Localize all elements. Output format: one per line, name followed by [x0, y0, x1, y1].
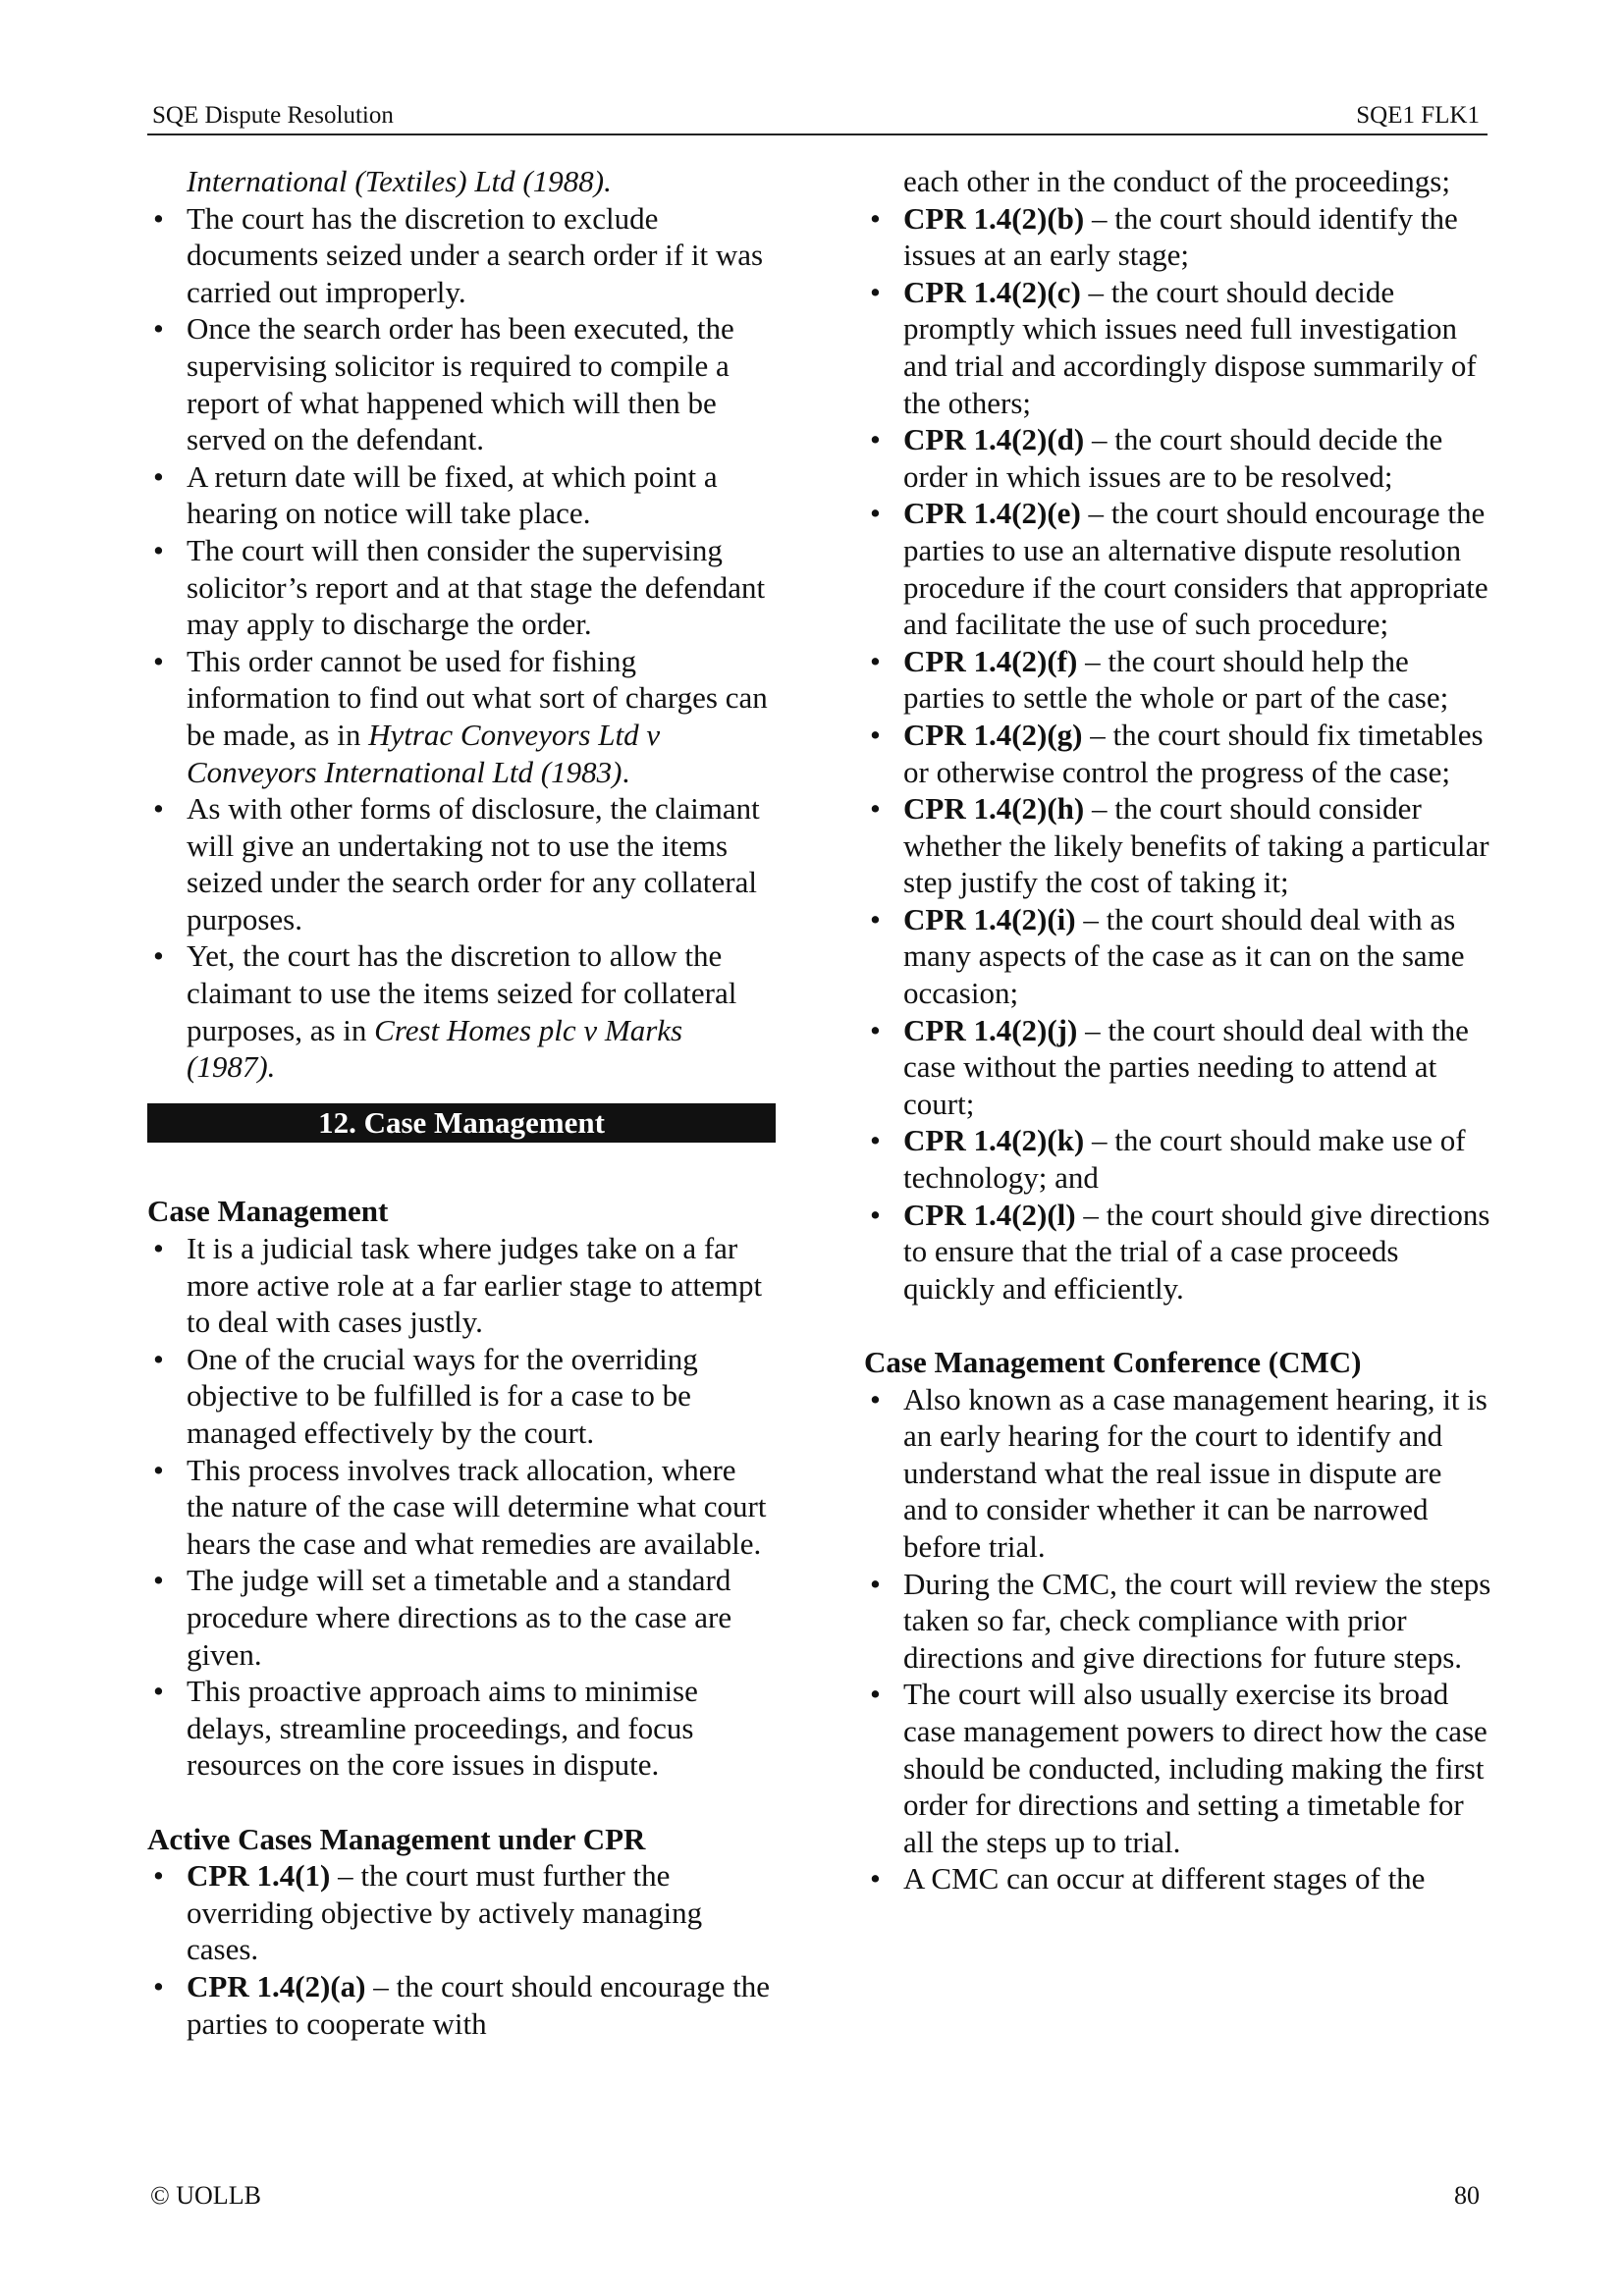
list-item: • A return date will be fixed, at which point a hearing on notice will take place. [147, 458, 776, 532]
list-item: • One of the crucial ways for the overriding objective to be fulfilled is for a case to be managed effectively by the court. [147, 1341, 776, 1452]
list-item: • CPR 1.4(2)(i) – the court should deal with as many aspects of the case as it can on the same occasion; [864, 901, 1492, 1012]
case-management-list [147, 1230, 776, 1784]
list-item: • As with other forms of disclosure, the claimant will give an undertaking not to use the items seized under the search order for any collateral purposes. [147, 790, 776, 937]
rule-ref: CPR 1.4(2)(a) [187, 1968, 366, 2003]
section-banner: 12. Case Management [147, 1103, 776, 1143]
rule-ref: CPR 1.4(2)(g) [903, 717, 1083, 752]
list-item: • This process involves track allocation, where the nature of the case will determine what court hears the case and what remedies are available. [147, 1452, 776, 1563]
cmc-list [864, 1381, 1492, 1897]
list-item: • The court will also usually exercise its broad case management powers to direct how the case should be conducted, including making the first order for directions and setting a timetable for all the steps up to trial. [864, 1676, 1492, 1860]
list-item: • The judge will set a timetable and a standard procedure where directions as to the case are given. [147, 1562, 776, 1673]
list-item: • CPR 1.4(2)(e) – the court should encourage the parties to use an alternative dispute resolution procedure if the court considers that appropriate and facilitate the use of such procedure; [864, 495, 1492, 642]
copyright: © UOLLB [150, 2181, 261, 2210]
rule-ref: CPR 1.4(2)(h) [903, 791, 1085, 827]
subheading-cmc: Case Management Conference (CMC) [864, 1345, 1362, 1379]
list-item: • This proactive approach aims to minimise delays, streamline proceedings, and focus resources on the core issues in dispute. [147, 1673, 776, 1784]
rule-ref: CPR 1.4(2)(d) [903, 422, 1085, 457]
list-item: • It is a judicial task where judges take on a far more active role at a far earlier stage to attempt to deal with cases justly. [147, 1230, 776, 1341]
list-item: • Also known as a case management hearing, it is an early hearing for the court to identify and understand what the real issue in dispute are and to consider whether it can be narrowed before trial. [864, 1381, 1492, 1566]
continuation-text: each other in the conduct of the proceedings; [903, 164, 1450, 198]
right-column [864, 163, 1492, 1897]
rule-ref: CPR 1.4(2)(b) [903, 200, 1085, 236]
header-title: SQE Dispute Resolution [152, 102, 394, 129]
rule-ref: CPR 1.4(2)(l) [903, 1197, 1076, 1232]
rule-ref: CPR 1.4(2)(j) [903, 1012, 1078, 1047]
search-order-list [147, 200, 776, 1086]
continuation-text: International (Textiles) Ltd (1988). [187, 164, 612, 198]
list-item: • CPR 1.4(2)(k) – the court should make use of technology; and [864, 1122, 1492, 1196]
case-citation: Crest Homes plc v Marks (1987). [187, 1012, 683, 1085]
case-citation: Hytrac Conveyors Ltd v Conveyors International Ltd (1983) [187, 717, 661, 789]
list-item: • A CMC can occur at different stages of the [864, 1860, 1492, 1897]
header-code: SQE1 FLK1 [1356, 102, 1480, 129]
rule-ref: CPR 1.4(2)(k) [903, 1123, 1085, 1158]
list-item: • Yet, the court has the discretion to allow the claimant to use the items seized for collateral purposes, as in Crest Homes plc v Marks (1987). [147, 937, 776, 1085]
cpr-rules-list [864, 200, 1492, 1308]
list-item: • CPR 1.4(2)(b) – the court should identify the issues at an early stage; [864, 200, 1492, 274]
page-header [147, 98, 1488, 135]
active-cases-list [147, 1857, 776, 2042]
list-item: • The court has the discretion to exclude documents seized under a search order if it was carried out improperly. [147, 200, 776, 311]
list-item: • CPR 1.4(2)(j) – the court should deal with the case without the parties needing to attend at court; [864, 1012, 1492, 1123]
rule-ref: CPR 1.4(2)(i) [903, 901, 1076, 936]
left-column [147, 163, 776, 2042]
list-item: • CPR 1.4(2)(c) – the court should decide promptly which issues need full investigation and trial and accordingly dispose summarily of the others; [864, 274, 1492, 421]
rule-ref: CPR 1.4(2)(f) [903, 643, 1078, 678]
list-item: • Once the search order has been executed, the supervising solicitor is required to compile a report of what happened which will then be served on the defendant. [147, 310, 776, 457]
rule-ref: CPR 1.4(1) [187, 1858, 331, 1894]
list-item: • CPR 1.4(1) – the court must further the overriding objective by actively managing cases. [147, 1857, 776, 1968]
list-item: • The court will then consider the supervising solicitor’s report and at that stage the defendant may apply to discharge the order. [147, 532, 776, 643]
list-item: • CPR 1.4(2)(l) – the court should give directions to ensure that the trial of a case proceeds quickly and efficiently. [864, 1197, 1492, 1308]
rule-ref: CPR 1.4(2)(c) [903, 274, 1081, 309]
rule-ref: CPR 1.4(2)(e) [903, 496, 1081, 531]
page-number: 80 [1454, 2181, 1480, 2210]
list-item: • CPR 1.4(2)(f) – the court should help the parties to settle the whole or part of the case; [864, 643, 1492, 717]
list-item: • CPR 1.4(2)(a) – the court should encourage the parties to cooperate with [147, 1968, 776, 2042]
list-item: • CPR 1.4(2)(d) – the court should decide the order in which issues are to be resolved; [864, 421, 1492, 495]
subheading-active-cases: Active Cases Management under CPR [147, 1821, 646, 1856]
list-item: • This order cannot be used for fishing information to find out what sort of charges can be made, as in Hytrac Conveyors Ltd v Conveyors International Ltd (1983). [147, 643, 776, 790]
list-item: • CPR 1.4(2)(h) – the court should consider whether the likely benefits of taking a particular step justify the cost of taking it; [864, 790, 1492, 901]
list-item: • CPR 1.4(2)(g) – the court should fix timetables or otherwise control the progress of the case; [864, 717, 1492, 790]
subheading-case-management: Case Management [147, 1194, 389, 1229]
list-item: • During the CMC, the court will review the steps taken so far, check compliance with prior directions and give directions for future steps. [864, 1566, 1492, 1677]
